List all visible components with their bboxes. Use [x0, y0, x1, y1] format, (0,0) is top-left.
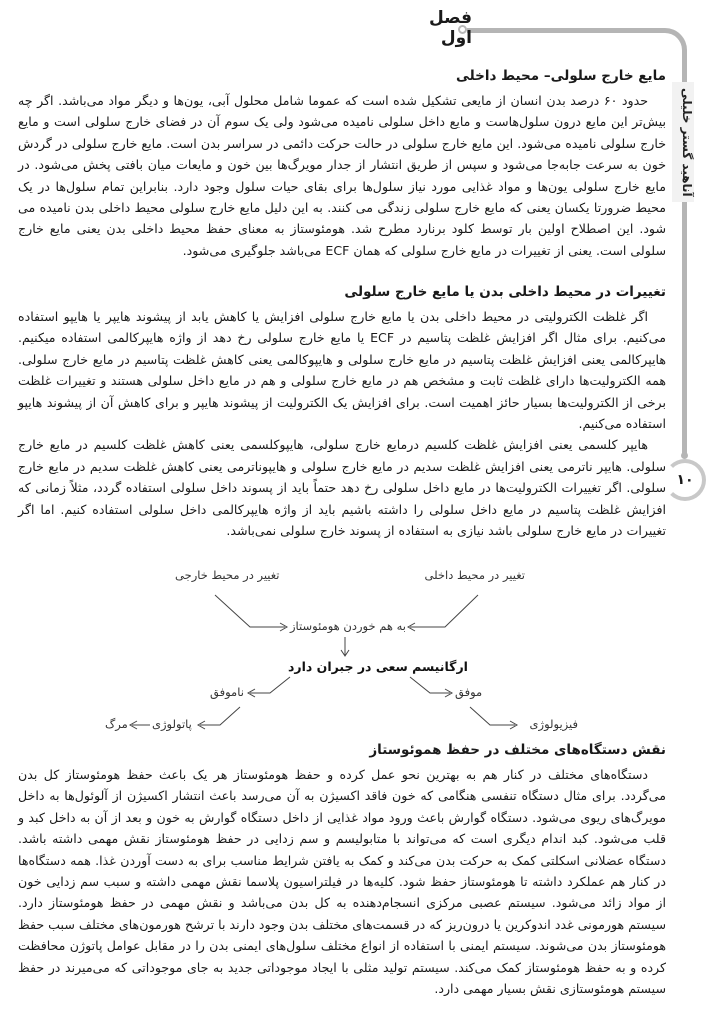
- node-homeostasis-disruption: به هم خوردن هومئوستاز: [290, 619, 406, 633]
- section-organ-systems: [18, 742, 666, 999]
- page-number-text: ۱۰: [676, 472, 694, 488]
- paragraph: حدود ۶۰ درصد بدن انسان از مایعی تشکیل شده است که عموما شامل محلول آبی، یون‌ها و دیگر مواد می‌باشد. اگر چه بیش‌تر این مایع درون سلول‌هاست و مایع داخل سلولی نامیده می‌شود ولی یک سوم آن در فضای خارج سلولی است و مایع خارج سلولی نامیده می‌شود. این مایع خارج سلولی در حالت حرکت دائمی در سراسر بدن است. مایع خارج سلولی در گردش خون به سرعت جابه‌جا می‌شود و سپس از طریق انتشار از جدار مویرگ‌ها بین خون و مایعات میان بافتی پخش می‌شود. در مایع خارج سلولی یون‌ها و مواد غذایی مورد نیاز سلول‌ها برای بقای حیات سلول وجود دارد. بنابراین تمام سلول‌ها در یک محیط ضرورتا یکسان یعنی که مایع خارج سلولی زندگی می کنند. به این دلیل مایع خارج سلولی محیط داخلی بدن نامیده می شود. این اصطلاح اولین بار توسط کلود برنارد مطرح شد. هومئوستاز به معنای حفظ محیط داخلی بدن یعنی مایع خارج سلولی است. یعنی از تغییرات در مایع خارج سلولی که همان ECF می‌باشد جلوگیری می‌شود.: [18, 93, 666, 258]
- homeostasis-flow-diagram: [90, 565, 578, 735]
- page-number: [664, 459, 706, 501]
- node-unsuccessful: ناموفق: [210, 685, 244, 699]
- node-successful: موفق: [455, 685, 483, 699]
- diagram-arrows-icon: [90, 565, 540, 735]
- section-ecf: [18, 68, 666, 261]
- section-title: مایع خارج سلولی– محیط داخلی: [455, 68, 666, 84]
- section-changes: [18, 284, 666, 541]
- node-external-change: تغییر در محیط خارجی: [175, 568, 280, 582]
- page-number-connector-icon: [681, 452, 688, 459]
- paragraph: اگر غلظت الکترولیتی در محیط داخلی بدن یا مایع خارج سلولی افزایش یا کاهش یابد از پیشوند هایپر یا هایپو استفاده می‌کنیم. برای مثال اگر افزایش غلظت پتاسیم در ECF یا مایع خارج سلولی رخ دهد از واژه هایپرکالمی استفاده میکنیم. هایپرکالمی یعنی افزایش غلظت پتاسیم در مایع خارج سلولی و هایپوکالمی یعنی کاهش غلظت پتاسیم در مایع خارج سلولی. همه الکترولیت‌ها دارای غلظت ثابت و مشخص هم در مایع خارج سلولی و هم در مایع داخل سلولی هستند و تغییرات غلظت برخی از الکترولیت‌ها بسیار حائز اهمیت است. برای افزایش یک الکترولیت از پیشوند هایپر و برای کاهش آن از پیشوند هایپو استفاده می‌کنیم.: [18, 309, 666, 432]
- paragraph: هایپر کلسمی یعنی افزایش غلظت کلسیم درمایع خارج سلولی، هایپوکلسمی یعنی کاهش غلظت کلسیم در مایع خارج سلولی. هایپر ناترمی یعنی افزایش غلظت سدیم در مایع خارج سلولی و هایپوناترمی یعنی کاهش غلظت سدیم در مایع خارج سلولی. اگر تغییرات الکترولیت‌ها در مایع داخل سلولی رخ دهد حتماً باید از پسوند داخل سلولی استفاده گردد، مثلاً زمانی که افزایش غلظت پتاسیم در مایع داخل سلولی را داشته باشیم باید از واژه هایپرکالمی داخل سلولی استفاده کنیم. اما اگر تغییرات در مایع خارج سلولی باشد نیازی به استفاده از پسوند خارج سلولی نمی‌باشد.: [18, 437, 666, 539]
- node-internal-change: تغییر در محیط داخلی: [424, 568, 525, 582]
- node-death: مرگ: [105, 717, 128, 731]
- node-organism-compensates: ارگانیسم سعی در جبران دارد: [288, 659, 468, 674]
- section-title: نقش دستگاه‌های مختلف در حفظ هموئوستاز: [369, 742, 666, 758]
- side-author-label: آناهید گستر خلیلی: [672, 82, 694, 202]
- paragraph: دستگاه‌های مختلف در کنار هم به بهترین نحو عمل کرده و حفظ هومئوستاز هر یک باعث حفظ هومئوستاز کل بدن می‌گردد. برای مثال دستگاه تنفسی هنگامی که خون فاقد اکسیژن به آن می‌رسد باعث انتشار اکسیژن از آلوئول‌ها به داخل مویرگ‌های ریوی می‌شود. دستگاه گوارش باعث ورود مواد غذایی از داخل دستگاه گوارش به خون و بعد از آن به داخل کبد و قلب می‌شود. کبد اندام دیگری است که می‌تواند با متابولیسم و سم زدایی در حفظ هومئوستاز نقش مهمی داشته باشد. دستگاه عضلانی اسکلتی کمک به حرکت بدن می‌کند و کمک به یافتن شرایط مناسب برای به دست آوردن غذا. همه دستگاه‌ها در کنار هم عملکرد داشته تا هومئوستاز حفظ شود. کلیه‌ها در فیلتراسیون پلاسما نقش مهمی داشته و سبب سم زدایی خون از مواد زائد می‌شود. سیستم عصبی مرکزی انسجام‌دهنده به کل بدن می‌باشد و نقش مهمی در حفظ هومئوستاز دارد. سیستم هورمونی غدد اندوکرین یا درون‌ریز که در قسمت‌های مختلف بدن وجود دارند با ترشح هورمون‌های مختلف سبب حفظ هومئوستاز بدن می‌شوند. سیستم ایمنی با استفاده از انواع مختلف سلول‌های ایمنی بدن را در مقابل عوامل پاتوژن محافظت کرده و به حفظ هومئوستاز کمک می‌کند. سیستم تولید مثلی با ایجاد موجوداتی جدید به جای موجوداتی که می‌میرند در حفظ سیستم هومئوستازی نقش بسیار مهمی دارد.: [18, 767, 666, 997]
- node-physiology: فیزیولوژی: [529, 717, 578, 731]
- header-frame-line: [467, 28, 687, 68]
- section-title: تغییرات در محیط داخلی بدن یا مایع خارج سلولی: [344, 284, 666, 300]
- node-pathology: پاتولوژی: [152, 717, 192, 731]
- chapter-title: فصل اول: [428, 8, 472, 48]
